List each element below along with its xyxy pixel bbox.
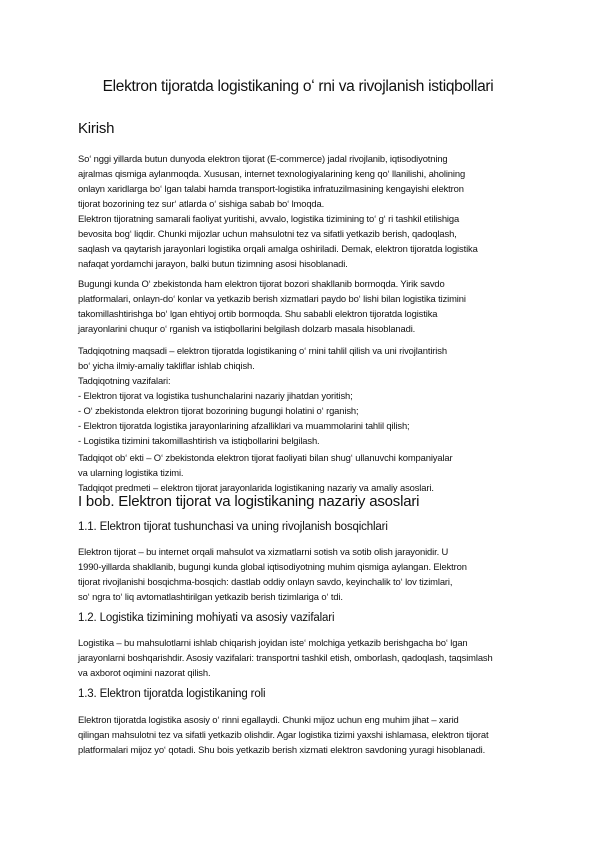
text-line: boʻ yicha ilmiy-amaliy takliflar ishlab chiqish. bbox=[78, 360, 255, 371]
text-line: Elektron tijoratda logistika asosiy oʻ rinni egallaydi. Chunki mijoz uchun eng muhim jihat – xarid bbox=[78, 714, 459, 725]
text-line: Tadqiqotning maqsadi – elektron tijoratda logistikaning oʻ rnini tahlil qilish va uni rivojlantirish bbox=[78, 345, 447, 356]
text-line: onlayn xaridlarga boʻ lgan talabi hamda transport-logistika infratuzilmasining kengayishi elektron bbox=[78, 183, 464, 194]
intro-paragraph-1 bbox=[78, 151, 528, 211]
list-item: - Oʻ zbekistonda elektron tijorat bozorining bugungi holatini oʻ rganish; bbox=[78, 405, 359, 416]
list-item: - Logistika tizimini takomillashtirish va istiqbollarini belgilash. bbox=[78, 435, 320, 446]
text-line: Tadqiqot predmeti – elektron tijorat jarayonlarida logistikaning nazariy va amaliy asoslari. bbox=[78, 482, 434, 493]
text-line: Elektron tijoratning samarali faoliyat yuritishi, avvalo, logistika tizimining toʻ gʻ ri tashkil etilishiga bbox=[78, 213, 460, 224]
subsection-paragraph-1-1 bbox=[78, 544, 528, 604]
text-line: qilingan mahsulotni tez va sifatli yetkazib olishdir. Agar logistika tizimi yaxshi ishlamasa, elektron tijorat bbox=[78, 729, 489, 740]
intro-paragraph-2 bbox=[78, 211, 528, 271]
text-line: Tadqiqotning vazifalari: bbox=[78, 375, 171, 386]
text-line: nafaqat yordamchi jarayon, balki butun tizimning asosi hisoblanadi. bbox=[78, 258, 348, 269]
intro-paragraph-5 bbox=[78, 450, 528, 495]
text-line: 1990-yillarda shakllanib, bugungi kunda global iqtisodiyotning muhim qismiga aylangan. Elektron bbox=[78, 561, 467, 572]
text-line: va ularning logistika tizimi. bbox=[78, 467, 184, 478]
subsection-heading-1-1: 1.1. Elektron tijorat tushunchasi va uning rivojlanish bosqichlari bbox=[78, 521, 388, 533]
text-line: jarayonlarini chuqur oʻ rganish va istiqbollarini belgilash dolzarb masala hisoblanadi. bbox=[78, 323, 416, 334]
text-line: Bugungi kunda Oʻ zbekistonda ham elektron tijorat bozori shakllanib bormoqda. Yirik savdo bbox=[78, 278, 445, 289]
text-line: saqlash va qaytarish jarayonlari logistika orqali amalga oshiriladi. Demak, elektron tijoratda logistika bbox=[78, 243, 478, 254]
subsection-heading-1-3: 1.3. Elektron tijoratda logistikaning roli bbox=[78, 688, 266, 700]
subsection-paragraph-1-2 bbox=[78, 635, 528, 680]
subsection-heading-1-2: 1.2. Logistika tizimining mohiyati va asosiy vazifalari bbox=[78, 612, 335, 624]
text-line: takomillashtirishga boʻ lgan ehtiyoj ortib bormoqda. Shu sababli elektron tijoratda logistika bbox=[78, 308, 438, 319]
intro-paragraph-3 bbox=[78, 276, 528, 336]
text-line: bevosita bogʻ liqdir. Chunki mijozlar uchun mahsulotni tez va sifatli yetkazib berish, qadoqlash, bbox=[78, 228, 457, 239]
text-line: tijorat rivojlanishi bosqichma-bosqich: dastlab oddiy onlayn savdo, keyinchalik toʻ lov tizimlari, bbox=[78, 576, 453, 587]
text-line: va axborot oqimini nazorat qilish. bbox=[78, 667, 211, 678]
subsection-paragraph-1-3 bbox=[78, 712, 528, 757]
text-line: platformalari mijoz yoʻ qotadi. Shu bois yetkazib berish xizmati elektron savdoning yuragi hisoblanadi. bbox=[78, 744, 486, 755]
list-item: - Elektron tijoratda logistika jarayonlarining afzalliklari va muammolarini tahlil qilish; bbox=[78, 420, 410, 431]
intro-paragraph-4 bbox=[78, 343, 528, 448]
text-line: ajralmas qismiga aylanmoqda. Xususan, internet texnologiyalarining keng qoʻ llanilishi, aholining bbox=[78, 168, 466, 179]
text-line: Elektron tijorat – bu internet orqali mahsulot va xizmatlarni sotish va sotib olish jarayonidir. U bbox=[78, 546, 449, 557]
text-line: soʻ ngra toʻ liq avtomatlashtirilgan yetkazib berish tizimlariga oʻ tdi. bbox=[78, 591, 343, 602]
section-heading-kirish: Kirish bbox=[78, 120, 115, 137]
list-item: - Elektron tijorat va logistika tushunchalarini nazariy jihatdan yoritish; bbox=[78, 390, 353, 401]
text-line: platformalari, onlayn-doʻ konlar va yetkazib berish xizmatlari paydo boʻ lishi bilan logistika tizimini bbox=[78, 293, 466, 304]
text-line: Soʻ nggi yillarda butun dunyoda elektron tijorat (E-commerce) jadal rivojlanib, iqtisodiyotning bbox=[78, 153, 448, 164]
text-line: Tadqiqot obʻ ekti – Oʻ zbekistonda elektron tijorat faoliyati bilan shugʻ ullanuvchi kompaniyalar bbox=[78, 452, 453, 463]
document-title: Elektron tijoratda logistikaning oʻ rni va rivojlanish istiqbollari bbox=[102, 78, 494, 95]
chapter-heading: I bob. Elektron tijorat va logistikaning nazariy asoslari bbox=[78, 493, 420, 510]
text-line: tijorat bozorining tez surʻ atlarda oʻ sishiga sabab boʻ lmoqda. bbox=[78, 198, 325, 209]
text-line: jarayonlarni boshqarishdir. Asosiy vazifalari: transportni tashkil etish, omborlash, qadoqlash, taqsimlash bbox=[78, 652, 493, 663]
text-line: Logistika – bu mahsulotlarni ishlab chiqarish joyidan isteʻ molchiga yetkazib berishgacha boʻ lgan bbox=[78, 637, 468, 648]
